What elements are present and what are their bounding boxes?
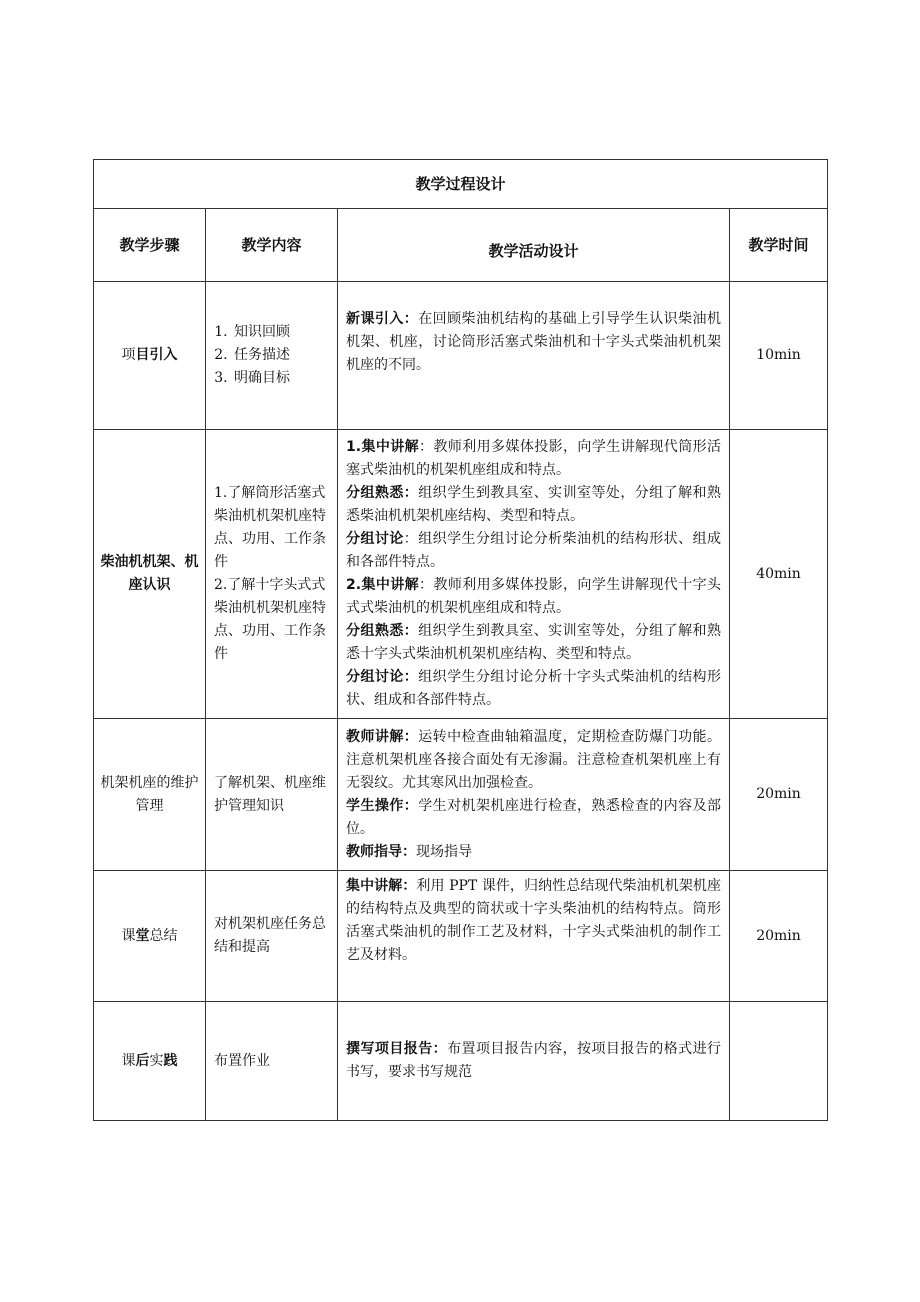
table-row	[94, 719, 828, 871]
step-text: 项	[121, 347, 136, 363]
activity-cell	[338, 282, 730, 430]
activity-label: 1.集中讲解	[346, 439, 420, 455]
header-activity: 教学活动设计	[338, 209, 730, 282]
activity-paragraph	[346, 482, 721, 528]
activity-label: 撰写项目报告：	[346, 1041, 448, 1057]
activity-label: 分组熟悉：	[346, 623, 419, 639]
activity-text: ：组织学生分组讨论分析柴油机的结构形状、组成和各部件特点。	[346, 531, 722, 570]
list-item: 3. 明确目标	[232, 367, 329, 390]
table-header-row	[94, 209, 828, 282]
time-cell: 20min	[730, 719, 828, 871]
activity-label: 分组讨论：	[346, 669, 419, 685]
time-cell: 20min	[730, 871, 828, 1002]
header-content: 教学内容	[206, 209, 338, 282]
table-title: 教学过程设计	[94, 160, 828, 209]
activity-paragraph	[346, 726, 721, 795]
content-cell: 对机架机座任务总结和提高	[206, 871, 338, 1002]
teaching-process-table	[93, 159, 828, 1121]
step-cell	[94, 1002, 206, 1121]
table-row	[94, 1002, 828, 1121]
table-row	[94, 282, 828, 430]
activity-paragraph	[346, 528, 721, 574]
step-cell	[94, 871, 206, 1002]
activity-label: 集中讲解：	[346, 878, 417, 894]
activity-paragraph	[346, 795, 721, 841]
activity-text: 组织学生到教具室、实训室等处，分组了解和熟悉柴油机机架机座结构、类型和特点。	[346, 485, 722, 524]
content-line: 2.了解十字头式式柴油机机架机座特点、功用、工作条件	[214, 577, 326, 662]
activity-text: ：教师利用多媒体投影，向学生讲解现代十字头式式柴油机的机架机座组成和特点。	[346, 577, 721, 616]
activity-label: 2.集中讲解	[346, 577, 420, 593]
activity-paragraph	[346, 875, 721, 967]
activity-cell	[338, 871, 730, 1002]
step-text-bold: 后	[135, 1052, 150, 1069]
content-cell	[206, 430, 338, 719]
time-cell: 40min	[730, 430, 828, 719]
step-text: 总结	[149, 927, 178, 944]
activity-paragraph	[346, 620, 721, 666]
header-step: 教学步骤	[94, 209, 206, 282]
content-cell: 布置作业	[206, 1002, 338, 1121]
activity-paragraph	[346, 436, 721, 482]
activity-label: 教师讲解：	[346, 728, 419, 745]
step-text-bold: 柴油机机架、机座认识	[100, 554, 199, 593]
content-list	[214, 321, 329, 390]
activity-text: 运转中检查曲轴箱温度，定期检查防爆门功能。注意机架机座各接合面处有无渗漏。注意检查机架机座上有无裂纹。尤其寒风出加强检查。	[346, 728, 722, 791]
step-text: 课	[121, 927, 136, 944]
activity-paragraph	[346, 1038, 721, 1084]
header-time: 教学时间	[730, 209, 828, 282]
activity-paragraph	[346, 308, 721, 377]
activity-label: 分组熟悉：	[346, 485, 419, 501]
step-cell	[94, 430, 206, 719]
table-title-row	[94, 160, 828, 209]
activity-paragraph	[346, 666, 721, 712]
activity-cell	[338, 719, 730, 871]
activity-paragraph	[346, 841, 721, 864]
activity-text: 在回顾柴油机结构的基础上引导学生认识柴油机机架、机座，讨论筒形活塞式柴油机和十字头式柴油机机架机座的不同。	[346, 311, 722, 373]
activity-text: ：教师利用多媒体投影，向学生讲解现代筒形活塞式柴油机的机架机座组成和特点。	[346, 439, 721, 478]
activity-cell	[338, 430, 730, 719]
activity-label: 新课引入：	[346, 311, 419, 327]
step-text-bold: 目引入	[135, 347, 178, 363]
activity-label: 教师指导：	[346, 843, 416, 860]
table-row	[94, 430, 828, 719]
step-text-bold: 践	[163, 1052, 178, 1069]
table-row	[94, 871, 828, 1002]
activity-label: 学生操作：	[346, 797, 419, 814]
content-cell	[206, 282, 338, 430]
activity-text: 利用 PPT 课件，归纳性总结现代柴油机机架机座的结构特点及典型的筒状或十字头柴油机的结构特点。筒形活塞式柴油机的制作工艺及材料，十字头式柴油机的制作工艺及材料。	[346, 878, 722, 963]
activity-text: 组织学生到教具室、实训室等处，分组了解和熟悉十字头式柴油机机架机座结构、类型和特点。	[346, 623, 722, 662]
content-line: 1.了解筒形活塞式柴油机机架机座特点、功用、工作条件	[214, 485, 326, 570]
list-item: 1. 知识回顾	[232, 321, 329, 344]
activity-text: 组织学生分组讨论分析十字头式柴油机的结构形状、组成和各部件特点。	[346, 669, 722, 708]
step-text: 实	[149, 1052, 164, 1069]
step-text-bold: 堂	[135, 927, 150, 944]
time-cell: 10min	[730, 282, 828, 430]
step-cell: 机架机座的维护管理	[94, 719, 206, 871]
activity-text: 布置项目报告内容，按项目报告的格式进行书写，要求书写规范	[346, 1041, 722, 1080]
list-item: 2. 任务描述	[232, 344, 329, 367]
activity-paragraph	[346, 574, 721, 620]
activity-text: 现场指导	[416, 843, 472, 860]
step-text: 课	[121, 1052, 136, 1069]
activity-cell	[338, 1002, 730, 1121]
activity-label: 分组讨论	[346, 531, 404, 547]
content-cell: 了解机架、机座维护管理知识	[206, 719, 338, 871]
step-cell	[94, 282, 206, 430]
time-cell	[730, 1002, 828, 1121]
activity-text: 学生对机架机座进行检查，熟悉检查的内容及部位。	[346, 797, 722, 837]
